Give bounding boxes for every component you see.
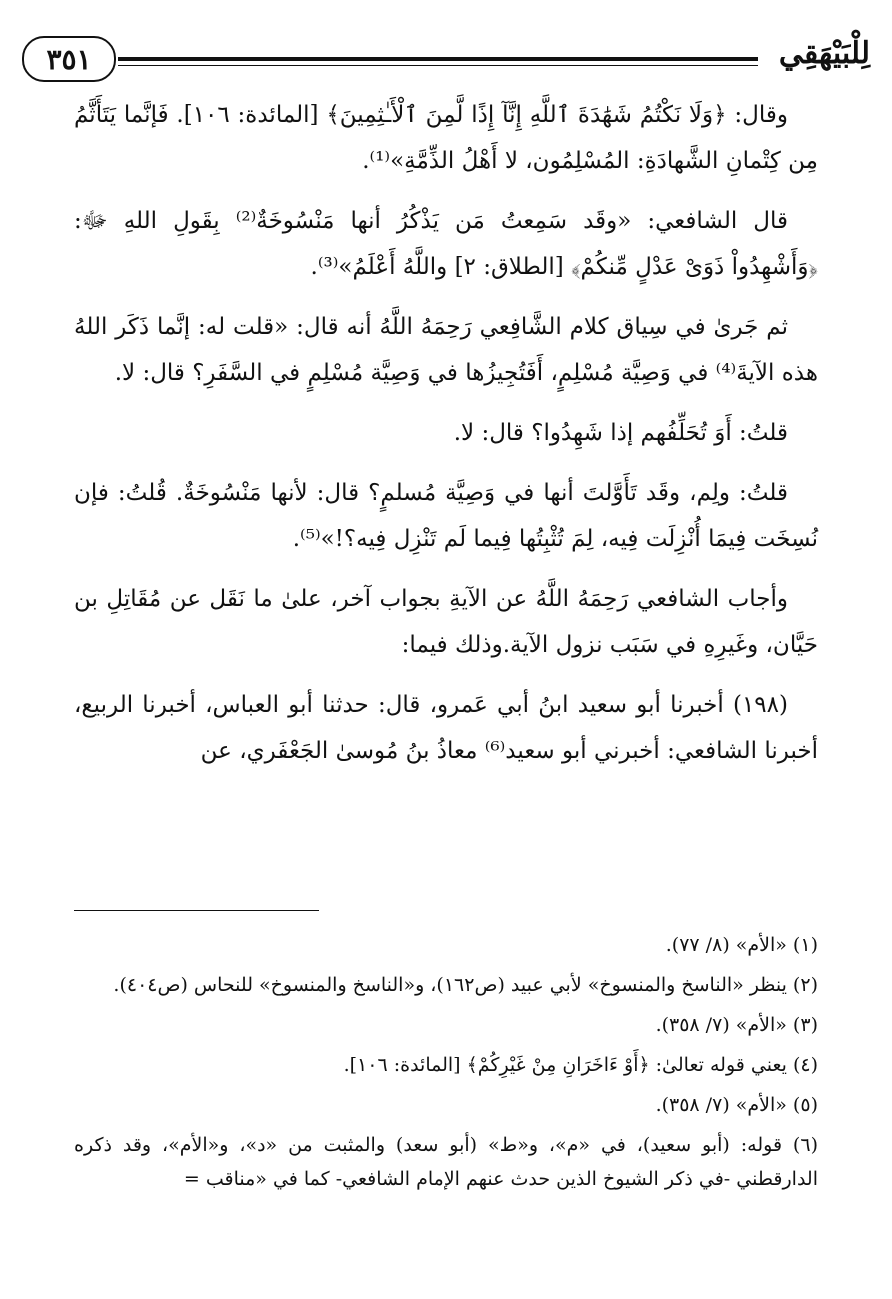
paragraph: وقال: ﴿وَلَا نَكْتُمُ شَهَٰدَةَ ٱللَّهِ إِنَّآ إِذًا لَّمِنَ ٱلْأَـٰثِمِينَ﴾ [المائدة: ١٠٦]. فَإنَّما يَتَأَثَّمُ مِن كِتْمانِ الشَّهادَةِ: المُسْلِمُون، لا أَهْلُ الذِّمَّةِ»⁽¹⁾. — [74, 102, 818, 174]
footnote: (٤) يعني قوله تعالىٰ: ﴿أَوْ ءَاخَرَانِ مِنْ غَيْرِكُمْ﴾ [المائدة: ١٠٦]. — [343, 1054, 818, 1076]
main-text — [74, 92, 818, 788]
hadith-paragraph: (١٩٨) أخبرنا أبو سعيد ابنُ أبي عَمرو، قال: حدثنا أبو العباس، أخبرنا الربيع، أخبرنا الشافعي: أخبرني أبو سعيد⁽⁶⁾ معاذُ بنُ مُوسىٰ الجَعْفَري، عن — [74, 692, 818, 764]
header-rule-thin — [118, 65, 758, 66]
page-header — [22, 36, 870, 88]
paragraph: قلتُ: أَوَ تُحَلِّفُهم إذا شَهِدُوا؟ قال: لا. — [453, 420, 788, 446]
footnote: (٣) «الأم» (٧/ ٣٥٨). — [655, 1014, 818, 1036]
paragraph: قلتُ: ولِم، وقَد تَأَوَّلتَ أنها في وَصِيَّة مُسلمٍ؟ قال: لأنها مَنْسُوخَةٌ. قُلتُ: فإن نُسِخَت فِيمَا أُنْزِلَت فِيه، لِمَ تُثْبِتُها فِيما لَم تَنْزِل فِيه؟!»⁽⁵⁾. — [74, 480, 818, 552]
paragraph: قال الشافعي: «وقَد سَمِعتُ مَن يَذْكُرُ أنها مَنْسُوخَةٌ⁽²⁾ بِقَولِ اللهِ ﷻ: ﴿وَأَشْهِدُواْ ذَوَىْ عَدْلٍ مِّنكُمْ﴾ [الطلاق: ٢] واللَّهُ أَعْلَمُ»⁽³⁾. — [74, 208, 818, 280]
footnote: (١) «الأم» (٨/ ٧٧). — [665, 934, 818, 956]
running-title: لِلْبَيْهَقِي — [778, 36, 870, 71]
footnote-separator — [74, 910, 319, 911]
footnote: (٢) ينظر «الناسخ والمنسوخ» لأبي عبيد (ص١٦٢)، و«الناسخ والمنسوخ» للنحاس (ص٤٠٤). — [113, 974, 818, 996]
header-rule-thick — [118, 57, 758, 61]
paragraph: ثم جَرىٰ في سِياق كلام الشَّافِعي رَحِمَهُ اللَّهُ أنه قال: «قلت له: إنَّما ذَكَر اللهُ هذه الآيةَ⁽⁴⁾ في وَصِيَّة مُسْلِمٍ، أَفَتُجِيزُها في وَصِيَّة مُسْلِمٍ في السَّفَرِ؟ قال: لا. — [74, 314, 818, 386]
footnote: (٥) «الأم» (٧/ ٣٥٨). — [655, 1094, 818, 1116]
paragraph: وأجاب الشافعي رَحِمَهُ اللَّهُ عن الآيةِ بجواب آخر، علىٰ ما نَقَل عن مُقَاتِلِ بن حَيَّان، وغَيرِهِ في سَبَب نزول الآية.وذلك فيما: — [74, 586, 818, 658]
footnotes — [74, 928, 818, 1202]
footnote: (٦) قوله: (أبو سعيد)، في «م»، و«ط» (أبو سعد) والمثبت من «د»، و«الأم»، وقد ذكره الدارقطني -في ذكر الشيوخ الذين حدث عنهم الإمام الشافعي- كما في «مناقب = — [74, 1134, 818, 1190]
page-number: ٣٥١ — [22, 36, 116, 82]
